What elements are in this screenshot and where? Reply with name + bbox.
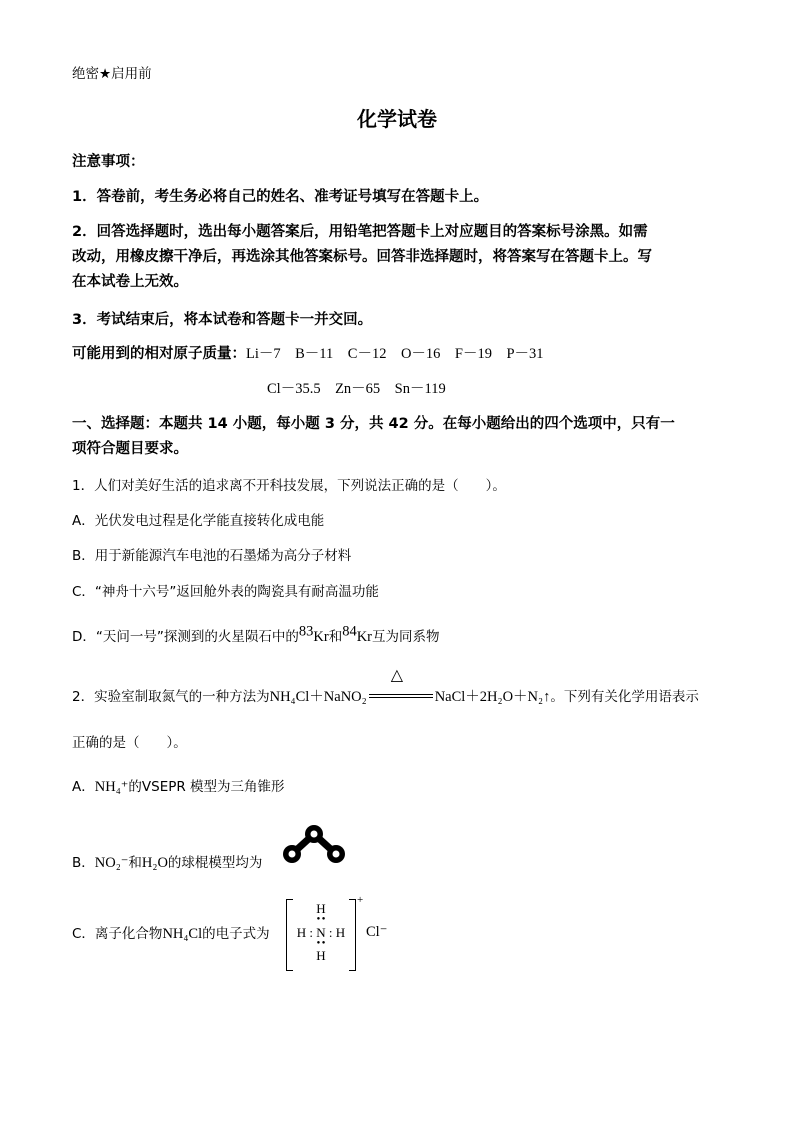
lewis-electron-pair-top: ● ● [316,916,326,922]
notice-item-2-line-2: 改动，用橡皮擦干净后，再选涂其他答案标号。回答非选择题时，将答案写在答题卡上。写 [72,249,652,265]
q2-b-suffix: 的球棍模型均为 [167,855,263,871]
q2-b-and: 和 [128,855,142,871]
atomic-mass-row [72,344,544,364]
ball-and-stick-model-icon [278,822,350,868]
q1-option-c: C．“神舟十六号”返回舱外表的陶瓷具有耐高温功能 [72,584,379,600]
notice-item-3: 3．考试结束后，将本试卷和答题卡一并交回。 [72,312,373,328]
lewis-electron-pair-bottom: ● ● [316,940,326,946]
lewis-structure-ammonium [286,899,356,969]
q1-option-d [72,623,440,647]
q2-c-suffix: 的电子式为 [202,926,270,942]
q2-option-a [72,777,285,797]
lewis-charge: + [357,894,364,906]
section-1-line-1: 一、选择题：本题共 14 小题，每小题 3 分，共 42 分。在每小题给出的四个选项中，只有一 [72,416,675,432]
q2-equation-left: NH₄Cl＋NaNO₂ [269,689,367,705]
notice-item-2-line-3: 在本试卷上无效。 [72,274,188,290]
q2-a-prefix: A． [72,779,95,795]
reaction-condition-arrow [367,665,435,707]
q2-option-c [72,924,270,944]
q2-equation-right: NaCl＋2H₂O＋N₂↑ [434,689,551,705]
lewis-bottom-h: H [316,948,326,963]
q2-c-prefix: C．离子化合物 [72,926,163,942]
q2-b-formula-2: H₂O [141,855,168,871]
q2-option-b [72,853,262,873]
notice-item-1: 1．答卷前，考生务必将自己的姓名、准考证号填写在答题卡上。 [72,189,489,205]
q1-d-and: 和 [328,629,343,645]
q2-a-formula: NH₄⁺ [94,779,129,795]
page-title: 化学试卷 [357,107,437,131]
kr84-symbol: Kr [356,629,373,645]
heating-icon: △ [390,665,404,684]
atomic-mass-line-1: Li－7 B－11 C－12 O－16 F－19 P－31 [246,346,544,362]
secret-label: 绝密★启用前 [72,66,152,82]
q2-stem-suffix: 。下列有关化学用语表示 [550,689,699,705]
q2-stem-line-2: 正确的是（ ）。 [72,735,187,751]
q1-d-suffix: 互为同系物 [372,629,440,645]
section-1-line-2: 项符合题目要求。 [72,441,188,457]
atomic-mass-label: 可能用到的相对原子质量： [72,346,246,362]
q2-b-prefix: B． [72,855,95,871]
kr83-symbol: Kr [313,629,329,645]
kr83-mass: 83 [298,623,314,640]
q1-option-a: A．光伏发电过程是化学能直接转化成电能 [72,513,325,529]
q1-d-prefix: D．“天问一号”探测到的火星陨石中的 [72,629,299,645]
q2-stem-prefix: 2．实验室制取氮气的一种方法为 [72,689,270,705]
q2-stem-line-1 [72,665,699,707]
atomic-mass-line-2: Cl－35.5 Zn－65 Sn－119 [267,381,446,397]
q1-stem: 1．人们对美好生活的追求离不开科技发展，下列说法正确的是（ ）。 [72,478,506,494]
q2-b-formula-1: NO₂⁻ [94,855,129,871]
notice-heading: 注意事项： [72,154,145,170]
kr84-mass: 84 [342,623,357,640]
lewis-anion: Cl⁻ [366,924,388,940]
q2-a-suffix: 的VSEPR 模型为三角锥形 [128,779,285,795]
lewis-middle-row: H : N : H [296,925,346,940]
q1-option-b: B．用于新能源汽车电池的石墨烯为高分子材料 [72,548,352,564]
lewis-top-h: H [316,901,326,916]
notice-item-2-line-1: 2．回答选择题时，选出每小题答案后，用铅笔把答题卡上对应题目的答案标号涂黑。如需 [72,224,648,240]
q2-c-formula: NH₄Cl [162,926,203,942]
